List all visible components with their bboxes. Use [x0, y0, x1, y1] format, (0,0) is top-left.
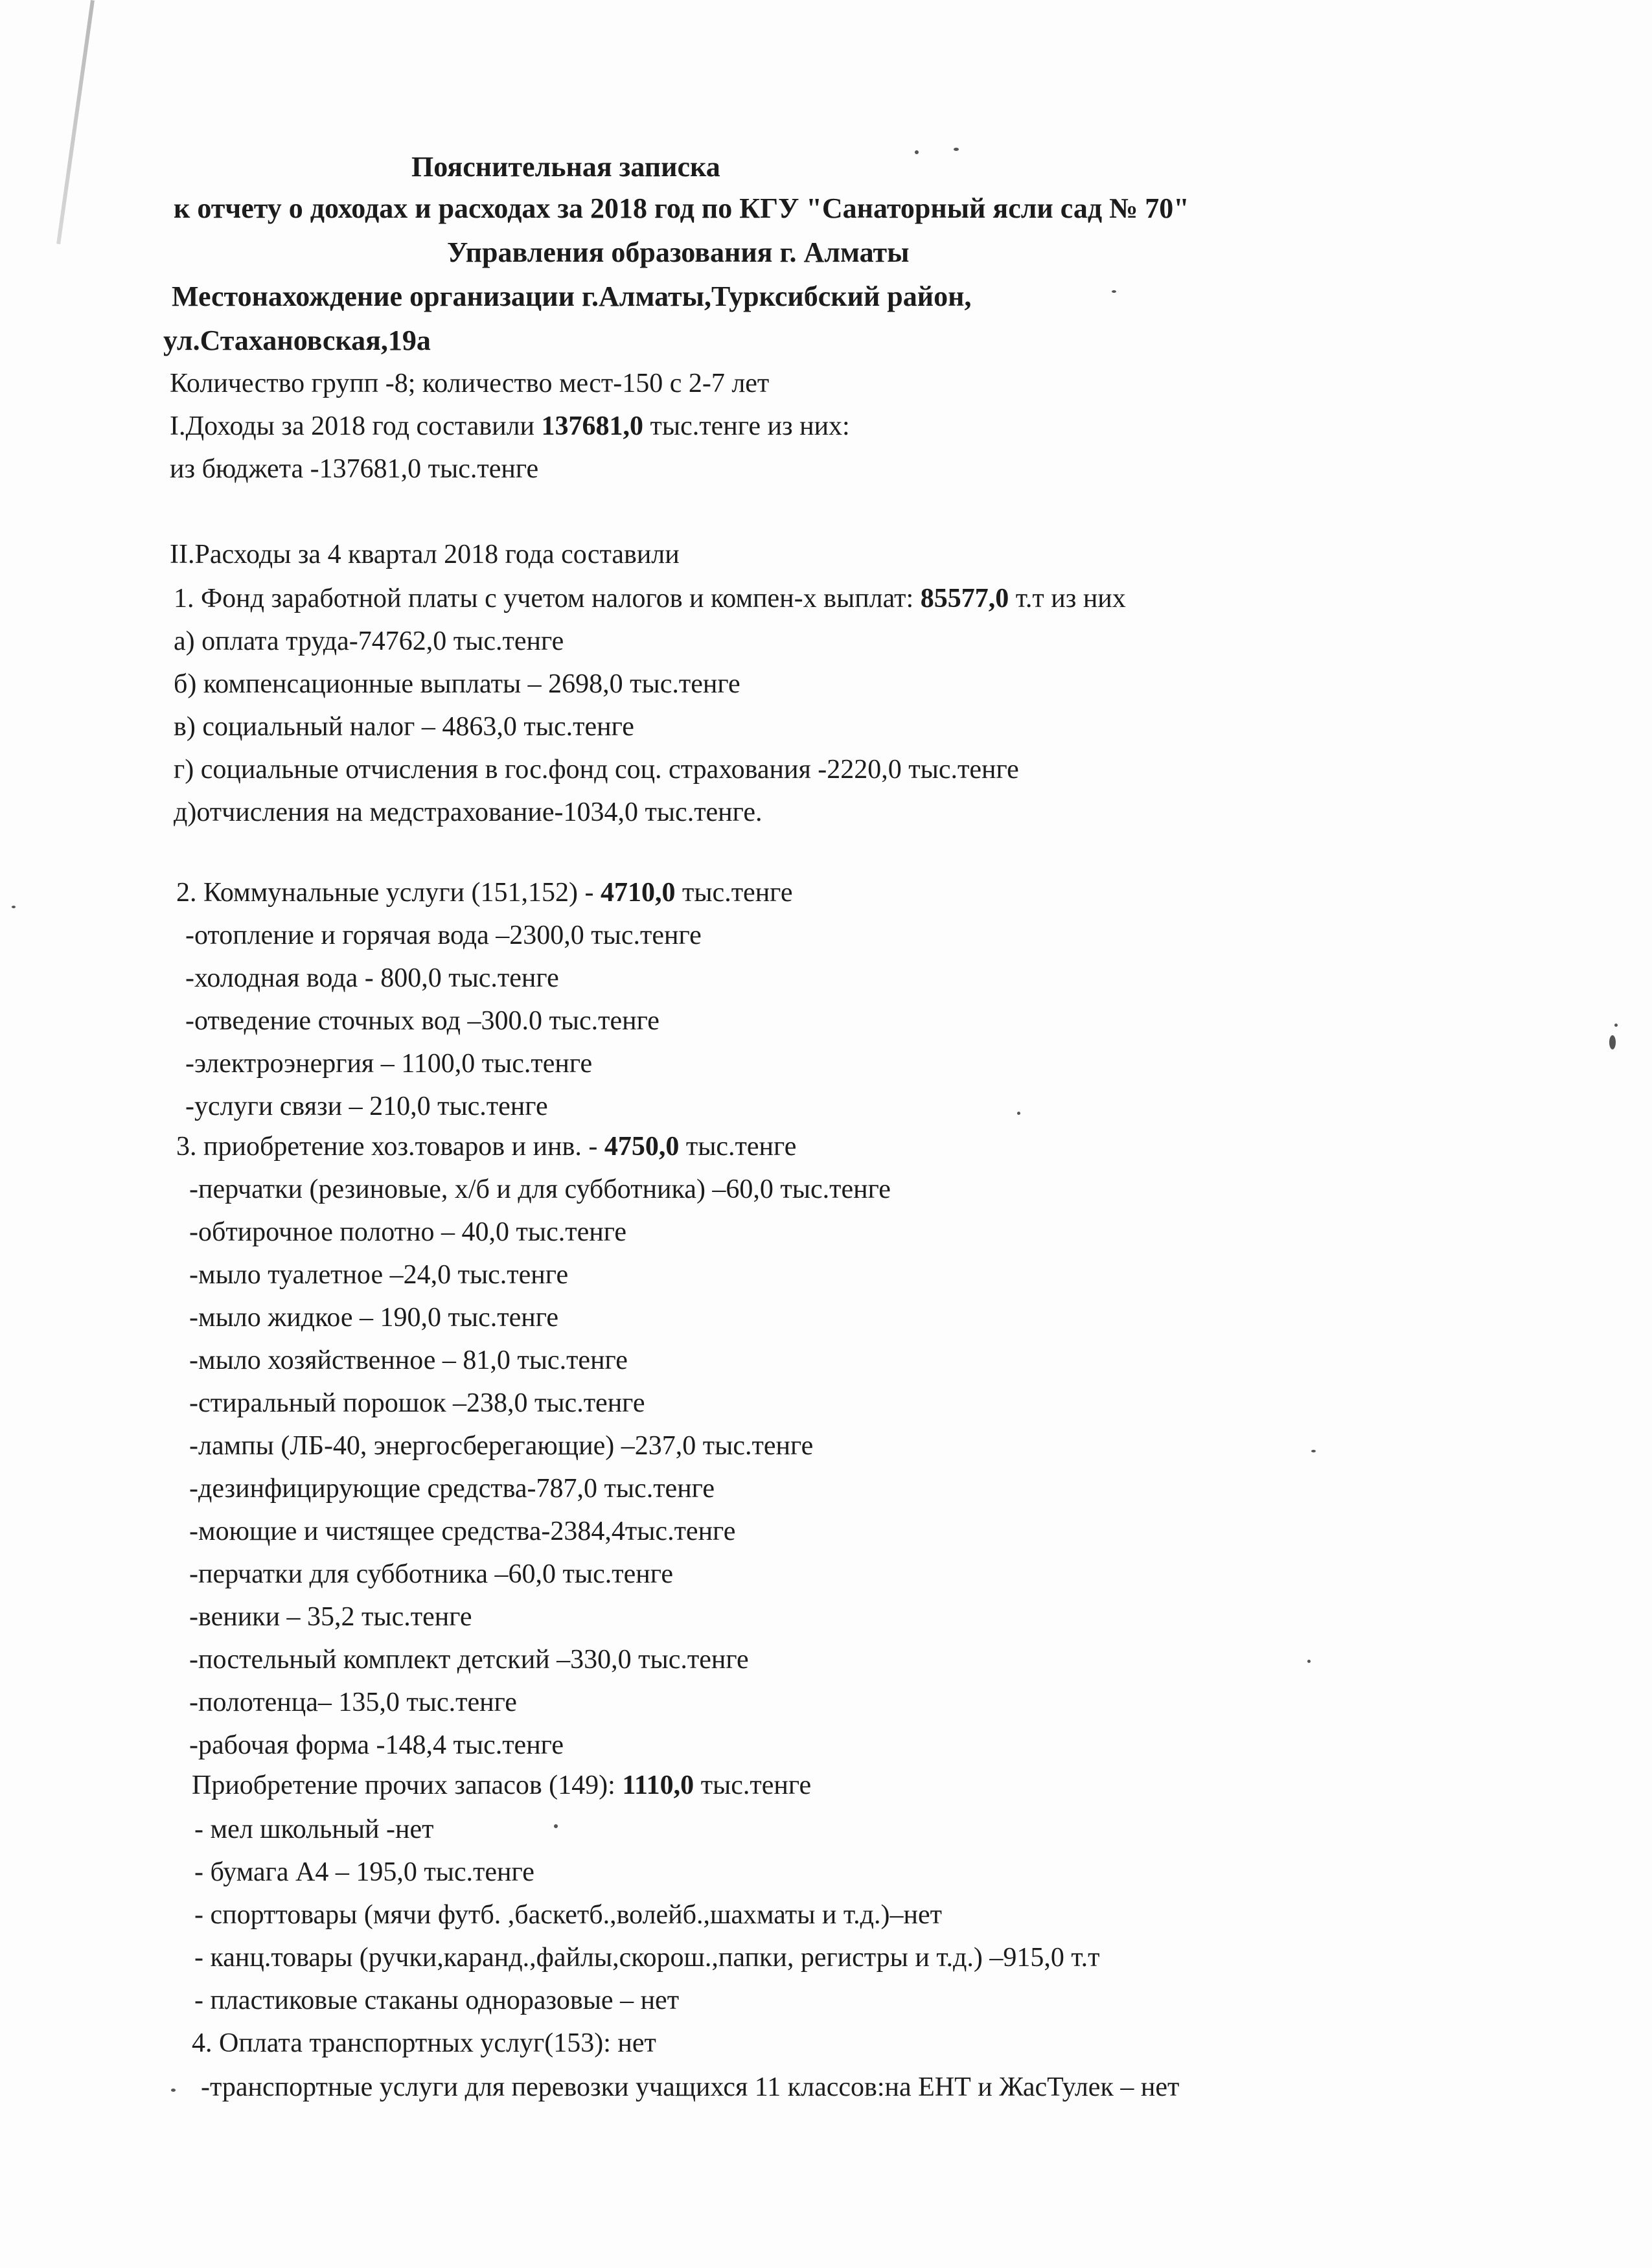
expenses-heading: II.Расходы за 4 квартал 2018 года составили [170, 540, 680, 569]
payroll-suffix: т.т из них [1009, 584, 1126, 613]
scan-speck [954, 148, 959, 151]
utilities-item: -отведение сточных вод –300.0 тыс.тенге [185, 1006, 660, 1036]
household-heading [176, 1130, 796, 1163]
utilities-heading [176, 876, 793, 910]
other-supplies-item: - спорттовары (мячи футб. ,баскетб.,волейб.,шахматы и т.д.)–нет [194, 1900, 942, 1930]
other-supplies-total: 1110,0 [622, 1770, 694, 1800]
utilities-item: -холодная вода - 800,0 тыс.тенге [185, 963, 559, 993]
document-subtitle: к отчету о доходах и расходах за 2018 год по КГУ "Санаторный ясли сад № 70" [174, 192, 1189, 224]
scan-speck [915, 150, 919, 154]
scan-speck [1311, 1450, 1316, 1452]
utilities-prefix: 2. Коммунальные услуги (151,152) - [176, 878, 601, 908]
location-line-1: Местонахождение организации г.Алматы,Турксибский район, [172, 281, 972, 312]
household-item: -веники – 35,2 тыс.тенге [189, 1602, 472, 1632]
income-budget-line: из бюджета -137681,0 тыс.тенге [170, 454, 539, 484]
scan-speck [171, 2089, 176, 2092]
household-item: -стиральный порошок –238,0 тыс.тенге [189, 1388, 645, 1418]
other-supplies-suffix: тыс.тенге [694, 1770, 812, 1800]
utilities-total: 4710,0 [600, 878, 676, 908]
payroll-prefix: 1. Фонд заработной платы с учетом налогов и компен-х выплат: [174, 584, 921, 613]
household-item: -мыло туалетное –24,0 тыс.тенге [189, 1260, 569, 1290]
household-item: -перчатки (резиновые, х/б и для субботника) –60,0 тыс.тенге [189, 1174, 891, 1204]
location-line-2: ул.Стахановская,19а [163, 325, 431, 356]
groups-info: Количество групп -8; количество мест-150 с 2-7 лет [170, 369, 770, 398]
utilities-item: -услуги связи – 210,0 тыс.тенге [185, 1092, 548, 1121]
other-supplies-prefix: Приобретение прочих запасов (149): [192, 1770, 623, 1800]
household-item: -лампы (ЛБ-40, энергосберегающие) –237,0 тыс.тенге [189, 1431, 814, 1461]
income-prefix: I.Доходы за 2018 год составили [170, 411, 542, 441]
payroll-item: д)отчисления на медстрахование-1034,0 тыс.тенге. [174, 797, 763, 827]
household-item: -полотенца– 135,0 тыс.тенге [189, 1688, 517, 1717]
household-item: -обтирочное полотно – 40,0 тыс.тенге [189, 1217, 627, 1247]
other-supplies-item: - бумага А4 – 195,0 тыс.тенге [194, 1857, 534, 1887]
scan-speck [554, 1824, 558, 1828]
other-supplies-heading [192, 1769, 811, 1802]
other-supplies-item: - мел школьный -нет [194, 1815, 434, 1844]
department-line: Управления образования г. Алматы [447, 236, 910, 268]
other-supplies-item: - канц.товары (ручки,каранд.,файлы,скорош.,папки, регистры и т.д.) –915,0 т.т [194, 1943, 1100, 1973]
income-total: 137681,0 [541, 411, 644, 441]
income-suffix: тыс.тенге из них: [643, 411, 850, 441]
document-title: Пояснительная записка [411, 151, 720, 183]
utilities-suffix: тыс.тенге [675, 878, 793, 908]
household-suffix: тыс.тенге [679, 1132, 797, 1162]
payroll-item: г) социальные отчисления в гос.фонд соц. страхования -2220,0 тыс.тенге [174, 755, 1019, 785]
scan-speck [1307, 1660, 1311, 1663]
payroll-item: б) компенсационные выплаты – 2698,0 тыс.тенге [174, 669, 740, 699]
payroll-item: в) социальный налог – 4863,0 тыс.тенге [174, 712, 634, 742]
household-prefix: 3. приобретение хоз.товаров и инв. - [176, 1132, 604, 1162]
household-item: -моющие и чистящее средства-2384,4тыс.тенге [189, 1517, 736, 1546]
household-item: -рабочая форма -148,4 тыс.тенге [189, 1730, 564, 1760]
payroll-heading [174, 582, 1126, 615]
scan-speck [1017, 1112, 1020, 1115]
income-line [170, 409, 850, 443]
payroll-item: а) оплата труда-74762,0 тыс.тенге [174, 626, 564, 656]
transport-item: -транспортные услуги для перевозки учащихся 11 классов:на ЕНТ и ЖасТулек – нет [201, 2072, 1180, 2102]
scan-speck [12, 906, 16, 908]
scan-speck [1614, 1024, 1618, 1027]
transport-heading: 4. Оплата транспортных услуг(153): нет [192, 2028, 656, 2058]
household-total: 4750,0 [604, 1132, 680, 1162]
household-item: -дезинфицирующие средства-787,0 тыс.тенге [189, 1474, 715, 1504]
household-item: -перчатки для субботника –60,0 тыс.тенге [189, 1559, 674, 1589]
scan-speck [1609, 1035, 1616, 1049]
household-item: -мыло жидкое – 190,0 тыс.тенге [189, 1303, 559, 1333]
household-item: -мыло хозяйственное – 81,0 тыс.тенге [189, 1346, 628, 1375]
household-item: -постельный комплект детский –330,0 тыс.тенге [189, 1645, 749, 1675]
payroll-total: 85577,0 [920, 584, 1009, 613]
utilities-item: -отопление и горячая вода –2300,0 тыс.тенге [185, 921, 702, 950]
other-supplies-item: - пластиковые стаканы одноразовые – нет [194, 1986, 680, 2015]
scan-speck [1112, 290, 1116, 293]
scan-artifact-line [56, 0, 95, 244]
utilities-item: -электроэнергия – 1100,0 тыс.тенге [185, 1049, 593, 1079]
